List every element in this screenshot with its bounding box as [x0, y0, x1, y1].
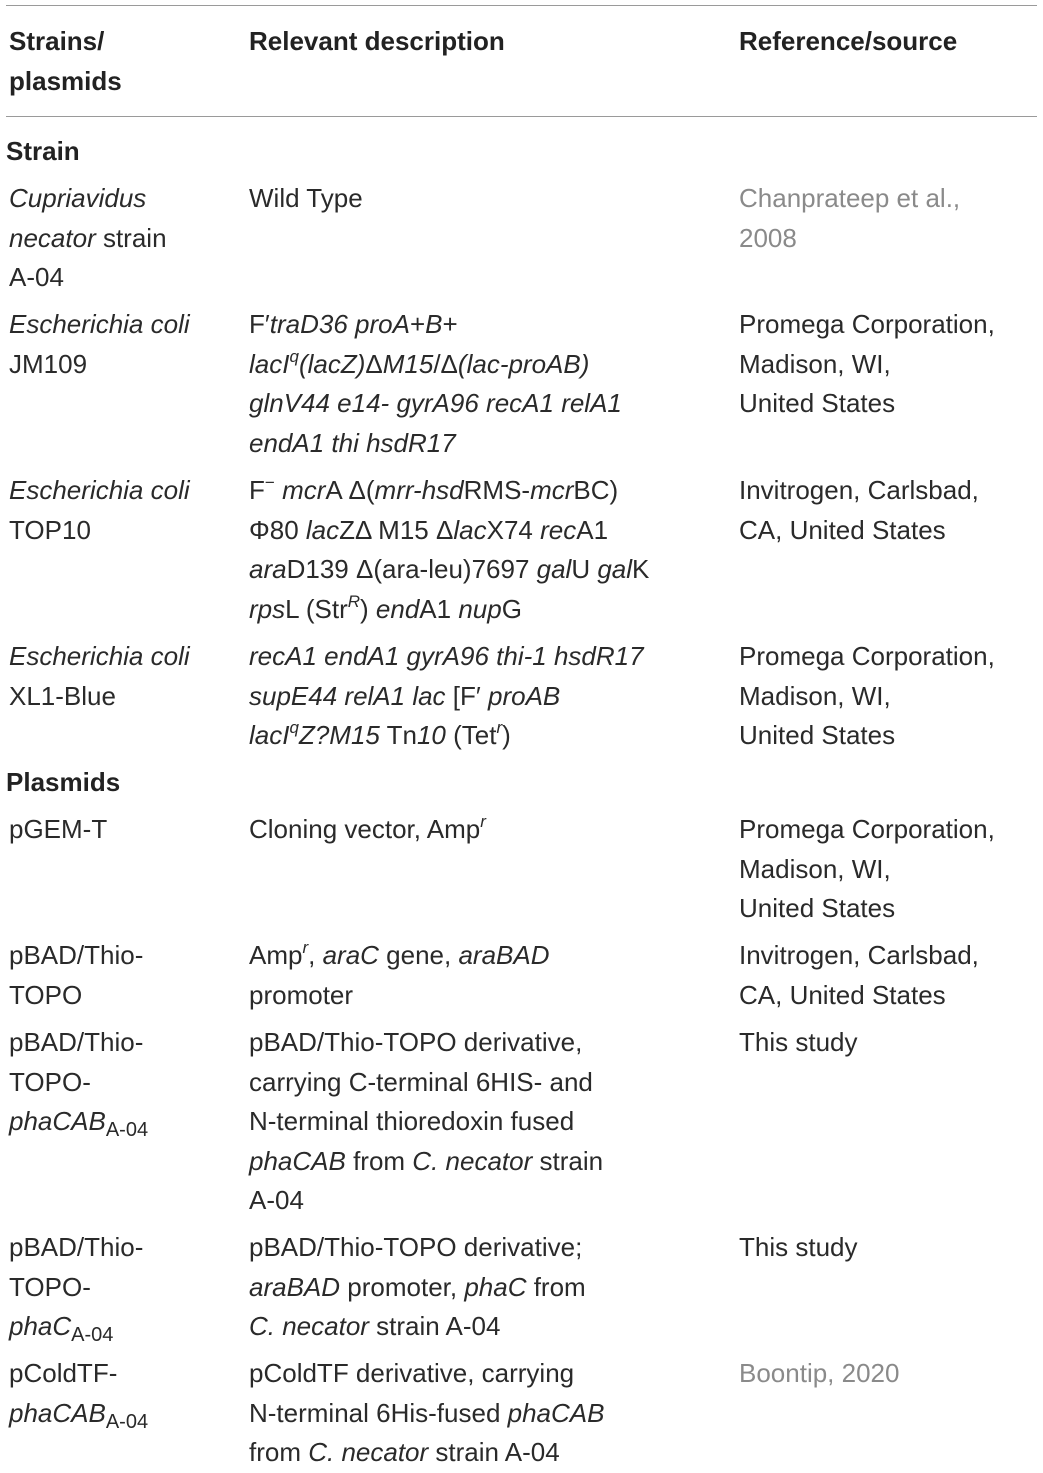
row-4-reference: Promega Corporation, Madison, WI, United States	[739, 814, 995, 923]
row-5-name: pBAD/Thio- TOPO	[9, 940, 144, 1010]
row-7-reference: This study	[739, 1232, 858, 1262]
row-2-name: Escherichia coli TOP10	[9, 475, 190, 545]
row-8-reference-link[interactable]: Boontip, 2020	[739, 1358, 900, 1388]
row-0-name: Cupriavidus necator strain A-04	[9, 183, 167, 292]
row-7-name: pBAD/Thio- TOPO- phaC$_{A-04}$	[9, 1232, 144, 1346]
row-6-description: pBAD/Thio-TOPO derivative, carrying C-terminal 6HIS- and N-terminal thioredoxin fused phaCAB from C. necator strain A-04	[249, 1027, 604, 1215]
row-2-reference: Invitrogen, Carlsbad, CA, United States	[739, 475, 979, 545]
row-1-name: Escherichia coli JM109	[9, 309, 190, 379]
header-col1-line2: plasmids	[9, 65, 122, 96]
row-5-reference: Invitrogen, Carlsbad, CA, United States	[739, 940, 979, 1010]
row-1-reference: Promega Corporation, Madison, WI, United States	[739, 309, 995, 418]
header-strains-plasmids	[9, 22, 122, 101]
row-3-description: recA1 endA1 gyrA96 thi-1 hsdR17 supE44 relA1 lac [F′ proAB lacI$^q$Z?M15 Tn10 (Tet$^r$)	[249, 641, 644, 750]
row-7-description: pBAD/Thio-TOPO derivative; araBAD promoter, phaC from C. necator strain A-04	[249, 1232, 586, 1341]
row-6-reference: This study	[739, 1027, 858, 1057]
table-top-rule	[6, 5, 1037, 6]
row-6-name: pBAD/Thio- TOPO- phaCAB$_{A-04}$	[9, 1027, 149, 1141]
section-strain: Strain	[6, 136, 80, 166]
row-5-description: Amp$^r$, araC gene, araBAD promoter	[249, 938, 550, 1010]
row-0-reference-link[interactable]: Chanprateep et al., 2008	[739, 183, 961, 253]
header-reference-source: Reference/source	[739, 26, 958, 56]
row-1-description: F′traD36 proA+B+ lacI$^q$(lacZ)ΔM15/Δ(lac-proAB) glnV44 e14- gyrA96 recA1 relA1 endA1 thi hsdR17	[249, 309, 622, 458]
row-2-description: F− mcrA Δ(mrr-hsdRMS-mcrBC) Φ80 lacZΔ M15 ΔlacX74 recA1 araD139 Δ(ara-leu)7697 galU galK rpsL (Str$^R$) endA1 nupG	[249, 473, 650, 624]
row-8-description: pColdTF derivative, carrying N-terminal 6His-fused phaCAB from C. necator strain A-04	[249, 1358, 605, 1467]
header-col1-line1: Strains/	[9, 26, 105, 56]
section-plasmids: Plasmids	[6, 767, 121, 797]
row-3-name: Escherichia coli XL1-Blue	[9, 641, 190, 711]
header-bottom-rule	[6, 116, 1037, 117]
row-0-description: Wild Type	[249, 183, 363, 213]
row-4-name: pGEM-T	[9, 814, 108, 844]
row-3-reference: Promega Corporation, Madison, WI, United States	[739, 641, 995, 750]
header-relevant-description: Relevant description	[249, 26, 505, 56]
row-4-description: Cloning vector, Amp$^r$	[249, 812, 486, 844]
row-8-name: pColdTF- phaCAB$_{A-04}$	[9, 1358, 149, 1433]
